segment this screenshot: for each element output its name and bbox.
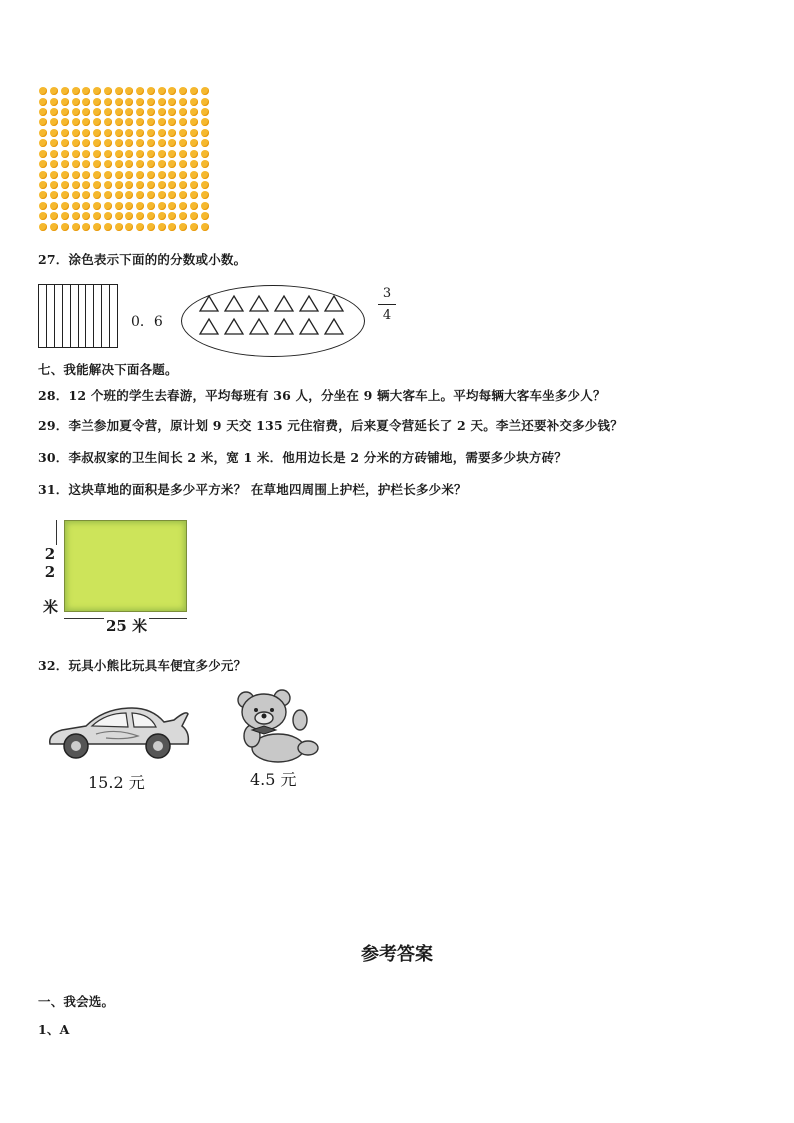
dot [104,160,112,168]
answers-section-1: 一、我会选。 [38,994,115,1009]
triangles-icon [181,285,365,357]
dot [147,181,155,189]
dot [158,129,166,137]
dot [190,150,198,158]
dot [50,202,58,210]
dot [72,150,80,158]
triangle [275,319,293,334]
dot [158,191,166,199]
dot [104,150,112,158]
dot [201,139,209,147]
dot [190,181,198,189]
dot [201,108,209,116]
dot [168,108,176,116]
dot [72,160,80,168]
bear-price-label: 4.5 元 [250,770,297,789]
dot [136,108,144,116]
dot [158,181,166,189]
fraction-label [378,286,396,323]
dot [82,108,90,116]
dot [125,118,133,126]
dot [104,139,112,147]
dot [82,160,90,168]
dot [125,212,133,220]
dot [147,171,155,179]
dot [104,202,112,210]
dot [201,118,209,126]
question-27: 27．涂色表示下面的的分数或小数。 [38,252,247,267]
dot [147,150,155,158]
dot [168,129,176,137]
dot [39,191,47,199]
teddy-bear-icon [230,686,320,766]
dot [104,118,112,126]
dot [115,212,123,220]
dot [179,223,187,231]
dot [93,87,101,95]
dot [50,129,58,137]
dot [61,181,69,189]
dot [190,129,198,137]
dot [136,212,144,220]
dot [168,191,176,199]
dot [179,129,187,137]
dot [201,129,209,137]
dot [61,171,69,179]
dot [201,223,209,231]
dot [201,212,209,220]
dot [168,160,176,168]
dot [50,118,58,126]
dot [115,87,123,95]
dot [158,98,166,106]
dot [115,108,123,116]
dot [190,223,198,231]
dot [158,150,166,158]
dot [147,223,155,231]
dot [168,202,176,210]
question-32: 32．玩具小熊比玩具车便宜多少元？ [38,658,247,673]
dot [179,160,187,168]
dot [72,87,80,95]
dot [50,139,58,147]
dot [50,150,58,158]
dot [50,191,58,199]
dot [136,181,144,189]
dot [179,108,187,116]
dot [93,191,101,199]
dot [168,87,176,95]
section-7-title: 七、我能解决下面各题。 [38,362,178,377]
dot [72,118,80,126]
triangle [200,296,218,311]
dot [201,98,209,106]
dot [61,118,69,126]
triangle [325,296,343,311]
dot [115,160,123,168]
dot [168,98,176,106]
dot [93,108,101,116]
question-28: 28．12 个班的学生去春游，平均每班有 36 人，分坐在 9 辆大客车上。平均每辆大客车坐多少人？ [38,388,606,403]
dot [158,171,166,179]
dot [125,223,133,231]
dot [93,98,101,106]
dot [179,118,187,126]
dot [72,202,80,210]
dot [147,160,155,168]
dot [190,87,198,95]
dot [147,212,155,220]
dot [82,129,90,137]
dot [50,108,58,116]
dot [179,98,187,106]
triangle [250,296,268,311]
dot [136,87,144,95]
triangle [275,296,293,311]
dot [93,160,101,168]
dot [179,139,187,147]
dot [136,191,144,199]
dot [179,202,187,210]
dot [115,202,123,210]
dot-grid-figure [38,86,210,232]
dot [72,212,80,220]
dot [82,223,90,231]
dot [179,87,187,95]
dot [201,181,209,189]
dot [93,202,101,210]
dot [168,212,176,220]
dot [158,160,166,168]
fraction-denominator: 4 [382,308,392,323]
dot [158,87,166,95]
dot [179,171,187,179]
dot [115,98,123,106]
dot [136,171,144,179]
dot [39,202,47,210]
dot [179,150,187,158]
dot [190,171,198,179]
dot [136,202,144,210]
dot [72,223,80,231]
dot [82,191,90,199]
dot [179,212,187,220]
dot [61,139,69,147]
dot [125,171,133,179]
dot [201,87,209,95]
triangle [200,319,218,334]
dot [104,181,112,189]
dot [104,129,112,137]
dot [50,223,58,231]
dot [201,150,209,158]
dot [61,223,69,231]
dot [82,98,90,106]
dot [39,171,47,179]
dot [72,181,80,189]
dot [168,150,176,158]
dot [136,98,144,106]
dot [72,139,80,147]
dot [104,108,112,116]
dot [125,98,133,106]
decimal-label: 0．6 [131,314,163,330]
triangle [250,319,268,334]
dot [136,160,144,168]
dot [158,223,166,231]
car-price-label: 15.2 元 [88,773,145,792]
triangle [225,319,243,334]
triangle-ellipse-figure [181,285,365,357]
dot [39,118,47,126]
dot [201,171,209,179]
dot [168,118,176,126]
lawn-rectangle-figure [64,520,187,612]
dot [93,118,101,126]
dot [82,118,90,126]
dot [82,202,90,210]
dot [61,129,69,137]
dot [61,212,69,220]
dot [82,150,90,158]
dot [93,129,101,137]
dot [125,129,133,137]
dot [104,171,112,179]
dot [115,139,123,147]
triangle [225,296,243,311]
dot [147,202,155,210]
question-29: 29．李兰参加夏令营，原计划 9 天交 135 元住宿费，后来夏令营延长了 2 天。李兰还要补交多少钱？ [38,418,623,433]
dot [115,223,123,231]
dot [115,150,123,158]
dot [72,191,80,199]
dot [39,160,47,168]
dot [168,223,176,231]
dot [147,129,155,137]
dot [179,191,187,199]
dot [39,98,47,106]
dot [50,87,58,95]
dot [179,181,187,189]
dot [82,171,90,179]
fraction-numerator: 3 [382,286,392,301]
dot [125,87,133,95]
dot [50,160,58,168]
dot [50,171,58,179]
toy-car-icon [46,700,192,764]
dot [93,139,101,147]
dot [61,87,69,95]
dot [168,171,176,179]
dot [201,202,209,210]
dot [104,223,112,231]
dot [115,181,123,189]
dot [39,223,47,231]
lawn-width-label: 25 米 [106,617,148,635]
triangle [325,319,343,334]
dot [125,160,133,168]
dot [168,181,176,189]
dot [147,139,155,147]
dot [147,98,155,106]
dot [61,108,69,116]
dot [136,139,144,147]
dot [82,87,90,95]
dot [82,139,90,147]
dot [115,129,123,137]
dot [72,108,80,116]
dot [125,150,133,158]
dot [93,212,101,220]
dot [190,118,198,126]
dot [136,223,144,231]
dot [115,171,123,179]
dot [93,150,101,158]
answers-title: 参考答案 [361,944,433,965]
dot [61,160,69,168]
dot [39,212,47,220]
dot [61,202,69,210]
dot [158,212,166,220]
dot [72,129,80,137]
dot [190,212,198,220]
dot [190,191,198,199]
dot [50,98,58,106]
dot [136,150,144,158]
dot [147,118,155,126]
dot [93,171,101,179]
dot [190,108,198,116]
lawn-height-label: 22 米 [41,545,59,614]
dot [50,181,58,189]
dot [39,129,47,137]
dot [147,87,155,95]
dot [201,160,209,168]
dot [190,139,198,147]
dot [39,150,47,158]
dot [158,202,166,210]
dot [50,212,58,220]
triangle [300,296,318,311]
dot [147,108,155,116]
dot [125,202,133,210]
dot [93,223,101,231]
dot [190,160,198,168]
dot [136,129,144,137]
dot [93,181,101,189]
dot [125,191,133,199]
dot [125,181,133,189]
dot [72,171,80,179]
question-30: 30．李叔叔家的卫生间长 2 米，宽 1 米．他用边长是 2 分米的方砖铺地，需要多少块方砖？ [38,450,567,465]
dot [39,139,47,147]
dot [82,181,90,189]
dot [61,191,69,199]
dot [125,139,133,147]
dot [125,108,133,116]
dot [158,108,166,116]
dot [190,202,198,210]
dot [39,181,47,189]
dot [115,191,123,199]
dot [82,212,90,220]
dot [104,191,112,199]
dot [115,118,123,126]
answer-item-1: 1、A [38,1022,70,1037]
question-31: 31．这块草地的面积是多少平方米？ 在草地四周围上护栏，护栏长多少米？ [38,482,467,497]
triangle [300,319,318,334]
dot [104,98,112,106]
dot [158,118,166,126]
dot [72,98,80,106]
dot [104,87,112,95]
dot [136,118,144,126]
dot [147,191,155,199]
striped-rectangle-figure [38,284,118,348]
dot [61,98,69,106]
dot [158,139,166,147]
dot [190,98,198,106]
dot [39,87,47,95]
dot [39,108,47,116]
dot [61,150,69,158]
dot [104,212,112,220]
dot [201,191,209,199]
dot [168,139,176,147]
